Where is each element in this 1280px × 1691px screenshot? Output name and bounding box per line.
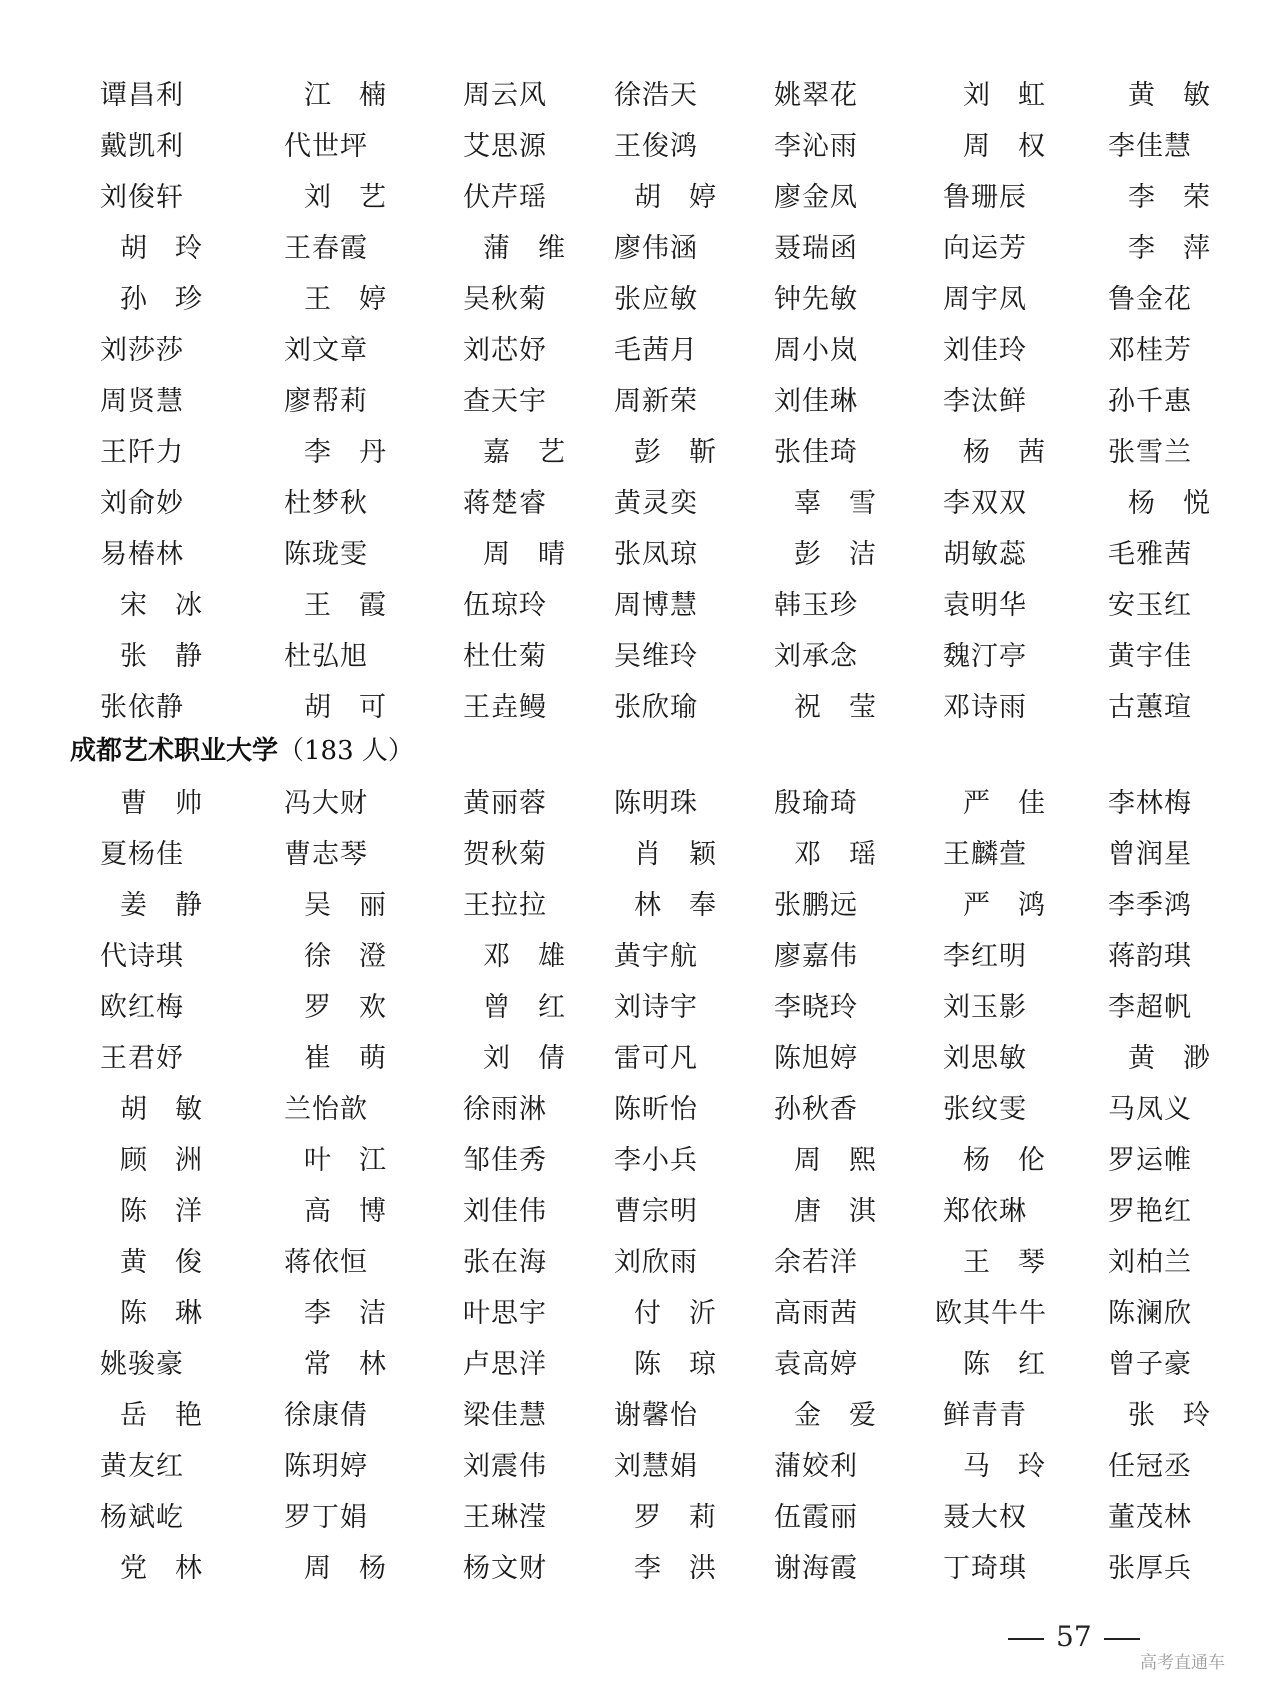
- name-cell: 罗欢: [304, 992, 414, 1023]
- name-row: [0, 580, 1280, 631]
- name-row: [0, 1543, 1280, 1594]
- name-cell: 李季鸿: [1108, 890, 1192, 921]
- name-cell: 李佳慧: [1108, 131, 1192, 162]
- name-row: [0, 325, 1280, 376]
- name-cell: 黄渺: [1128, 1043, 1238, 1074]
- name-cell: 黄宇佳: [1108, 641, 1192, 672]
- name-cell: 曾子豪: [1108, 1349, 1192, 1380]
- name-cell: 伍琼玲: [463, 590, 547, 621]
- name-cell: 李沁雨: [774, 131, 858, 162]
- name-cell: 夏杨佳: [100, 839, 184, 870]
- name-row: [0, 172, 1280, 223]
- name-cell: 徐浩天: [614, 80, 698, 111]
- name-cell: 曹志琴: [284, 839, 368, 870]
- name-row: [0, 982, 1280, 1033]
- name-cell: 陈珑雯: [284, 539, 368, 570]
- name-cell: 胡可: [304, 692, 414, 723]
- name-cell: 徐雨淋: [463, 1094, 547, 1125]
- name-list-chengdu-arts: [0, 778, 1280, 1594]
- name-cell: 张鹏远: [774, 890, 858, 921]
- name-cell: 王麟萱: [943, 839, 1027, 870]
- name-cell: 陈琳: [120, 1298, 230, 1329]
- name-cell: 马玲: [963, 1451, 1073, 1482]
- name-cell: 刘玉影: [943, 992, 1027, 1023]
- name-cell: 刘承念: [774, 641, 858, 672]
- name-cell: 彭洁: [794, 539, 904, 570]
- name-cell: 冯大财: [284, 788, 368, 819]
- name-row: [0, 931, 1280, 982]
- dash-right: [1104, 1638, 1140, 1640]
- name-cell: 古蕙瑄: [1108, 692, 1192, 723]
- name-row: [0, 274, 1280, 325]
- page-number: [996, 1620, 1152, 1653]
- name-cell: 吴秋菊: [463, 284, 547, 315]
- name-cell: 伏芹瑶: [463, 182, 547, 213]
- name-cell: 叶江: [304, 1145, 414, 1176]
- name-cell: 刘俞妙: [100, 488, 184, 519]
- name-cell: 崔萌: [304, 1043, 414, 1074]
- name-row: [0, 1033, 1280, 1084]
- name-cell: 徐澄: [304, 941, 414, 972]
- name-row: [0, 529, 1280, 580]
- name-cell: 黄丽蓉: [463, 788, 547, 819]
- name-cell: 丁琦琪: [943, 1553, 1027, 1584]
- name-cell: 曹帅: [120, 788, 230, 819]
- name-row: [0, 427, 1280, 478]
- name-row: [0, 1288, 1280, 1339]
- name-cell: 代诗琪: [100, 941, 184, 972]
- name-cell: 张玲: [1128, 1400, 1238, 1431]
- name-cell: 袁明华: [943, 590, 1027, 621]
- name-cell: 李萍: [1128, 233, 1238, 264]
- name-cell: 罗艳红: [1108, 1196, 1192, 1227]
- name-cell: 姚翠花: [774, 80, 858, 111]
- name-cell: 刘震伟: [463, 1451, 547, 1482]
- name-cell: 彭靳: [634, 437, 744, 468]
- name-cell: 向运芳: [943, 233, 1027, 264]
- name-cell: 吴丽: [304, 890, 414, 921]
- name-cell: 魏汀亭: [943, 641, 1027, 672]
- name-cell: 陈昕怡: [614, 1094, 698, 1125]
- name-cell: 卢思洋: [463, 1349, 547, 1380]
- name-cell: 韩玉珍: [774, 590, 858, 621]
- name-cell: 毛茜月: [614, 335, 698, 366]
- name-cell: 高博: [304, 1196, 414, 1227]
- name-cell: 刘俊轩: [100, 182, 184, 213]
- name-cell: 刘文章: [284, 335, 368, 366]
- name-cell: 孙千惠: [1108, 386, 1192, 417]
- name-cell: 曾红: [483, 992, 593, 1023]
- watermark-text: 高考直通车: [1140, 1653, 1225, 1673]
- name-cell: 任冠丞: [1108, 1451, 1192, 1482]
- name-cell: 党林: [120, 1553, 230, 1584]
- name-cell: 周熙: [794, 1145, 904, 1176]
- name-cell: 查天宇: [463, 386, 547, 417]
- name-cell: 姜静: [120, 890, 230, 921]
- name-cell: 伍霞丽: [774, 1502, 858, 1533]
- name-cell: 蒋依恒: [284, 1247, 368, 1278]
- name-cell: 廖伟涵: [614, 233, 698, 264]
- name-cell: 周小岚: [774, 335, 858, 366]
- name-cell: 王琴: [963, 1247, 1073, 1278]
- name-cell: 孙珍: [120, 284, 230, 315]
- name-cell: 叶思宇: [463, 1298, 547, 1329]
- name-cell: 唐淇: [794, 1196, 904, 1227]
- section-heading: [70, 730, 414, 767]
- name-cell: 孙秋香: [774, 1094, 858, 1125]
- name-cell: 周权: [963, 131, 1073, 162]
- name-cell: 姚骏豪: [100, 1349, 184, 1380]
- name-cell: 邓诗雨: [943, 692, 1027, 723]
- name-cell: 钟先敏: [774, 284, 858, 315]
- name-cell: 蒋韵琪: [1108, 941, 1192, 972]
- name-cell: 胡婷: [634, 182, 744, 213]
- name-cell: 胡敏蕊: [943, 539, 1027, 570]
- name-row: [0, 631, 1280, 682]
- name-row: [0, 1339, 1280, 1390]
- name-cell: 张佳琦: [774, 437, 858, 468]
- name-cell: 王婷: [304, 284, 414, 315]
- name-cell: 刘佳伟: [463, 1196, 547, 1227]
- name-cell: 郑依琳: [943, 1196, 1027, 1227]
- name-cell: 宋冰: [120, 590, 230, 621]
- name-cell: 王春霞: [284, 233, 368, 264]
- name-cell: 张雪兰: [1108, 437, 1192, 468]
- name-row: [0, 121, 1280, 172]
- name-cell: 张厚兵: [1108, 1553, 1192, 1584]
- name-cell: 李洁: [304, 1298, 414, 1329]
- name-row: [0, 376, 1280, 427]
- name-row: [0, 1135, 1280, 1186]
- name-cell: 李汰鲜: [943, 386, 1027, 417]
- name-cell: 付沂: [634, 1298, 744, 1329]
- name-cell: 聂大权: [943, 1502, 1027, 1533]
- name-cell: 王琳滢: [463, 1502, 547, 1533]
- name-cell: 代世坪: [284, 131, 368, 162]
- name-cell: 黄友红: [100, 1451, 184, 1482]
- name-cell: 李红明: [943, 941, 1027, 972]
- name-cell: 严鸿: [963, 890, 1073, 921]
- name-row: [0, 1186, 1280, 1237]
- name-cell: 黄敏: [1128, 80, 1238, 111]
- name-cell: 陈明珠: [614, 788, 698, 819]
- name-cell: 张应敏: [614, 284, 698, 315]
- name-cell: 杨茜: [963, 437, 1073, 468]
- name-cell: 廖帮莉: [284, 386, 368, 417]
- section-count: （183 人）: [278, 736, 414, 766]
- name-row: [0, 829, 1280, 880]
- name-cell: 雷可凡: [614, 1043, 698, 1074]
- name-cell: 邓桂芳: [1108, 335, 1192, 366]
- name-cell: 周贤慧: [100, 386, 184, 417]
- name-cell: 金爱: [794, 1400, 904, 1431]
- name-cell: 徐康倩: [284, 1400, 368, 1431]
- name-cell: 廖嘉伟: [774, 941, 858, 972]
- name-cell: 周杨: [304, 1553, 414, 1584]
- name-cell: 杨文财: [463, 1553, 547, 1584]
- name-cell: 李小兵: [614, 1145, 698, 1176]
- name-cell: 刘莎莎: [100, 335, 184, 366]
- name-cell: 张凤琼: [614, 539, 698, 570]
- name-cell: 李林梅: [1108, 788, 1192, 819]
- name-cell: 高雨茜: [774, 1298, 858, 1329]
- name-cell: 鲜青青: [943, 1400, 1027, 1431]
- name-cell: 王阡力: [100, 437, 184, 468]
- name-row: [0, 1492, 1280, 1543]
- name-cell: 王君妤: [100, 1043, 184, 1074]
- name-cell: 毛雅茜: [1108, 539, 1192, 570]
- name-cell: 王霞: [304, 590, 414, 621]
- name-cell: 李丹: [304, 437, 414, 468]
- name-cell: 顾洲: [120, 1145, 230, 1176]
- name-cell: 周云风: [463, 80, 547, 111]
- name-cell: 董茂林: [1108, 1502, 1192, 1533]
- name-row: [0, 1084, 1280, 1135]
- name-cell: 祝莹: [794, 692, 904, 723]
- name-cell: 陈澜欣: [1108, 1298, 1192, 1329]
- name-cell: 贺秋菊: [463, 839, 547, 870]
- name-cell: 严佳: [963, 788, 1073, 819]
- name-cell: 殷瑜琦: [774, 788, 858, 819]
- name-cell: 刘诗宇: [614, 992, 698, 1023]
- name-row: [0, 880, 1280, 931]
- name-row: [0, 1441, 1280, 1492]
- name-cell: 陈洋: [120, 1196, 230, 1227]
- name-cell: 聂瑞函: [774, 233, 858, 264]
- dash-left: [1008, 1638, 1044, 1640]
- name-cell: 陈旭婷: [774, 1043, 858, 1074]
- name-cell: 罗运帷: [1108, 1145, 1192, 1176]
- name-cell: 吴维玲: [614, 641, 698, 672]
- name-cell: 罗丁娟: [284, 1502, 368, 1533]
- name-cell: 刘倩: [483, 1043, 593, 1074]
- name-cell: 周新荣: [614, 386, 698, 417]
- name-cell: 杜弘旭: [284, 641, 368, 672]
- name-cell: 嘉艺: [483, 437, 593, 468]
- name-cell: 谢馨怡: [614, 1400, 698, 1431]
- name-cell: 邹佳秀: [463, 1145, 547, 1176]
- name-cell: 辜雪: [794, 488, 904, 519]
- name-cell: 王拉拉: [463, 890, 547, 921]
- name-cell: 曾润星: [1108, 839, 1192, 870]
- name-cell: 艾思源: [463, 131, 547, 162]
- name-cell: 杜梦秋: [284, 488, 368, 519]
- name-cell: 周晴: [483, 539, 593, 570]
- name-cell: 鲁珊辰: [943, 182, 1027, 213]
- name-cell: 杨斌屹: [100, 1502, 184, 1533]
- page-number-text: 57: [1056, 1620, 1092, 1653]
- name-cell: 肖颖: [634, 839, 744, 870]
- name-row: [0, 1237, 1280, 1288]
- name-cell: 黄宇航: [614, 941, 698, 972]
- name-cell: 欧其牛牛: [935, 1298, 1047, 1329]
- name-cell: 刘慧娟: [614, 1451, 698, 1482]
- name-row: [0, 478, 1280, 529]
- name-row: [0, 70, 1280, 121]
- name-cell: 张静: [120, 641, 230, 672]
- name-cell: 李荣: [1128, 182, 1238, 213]
- name-cell: 刘佳琳: [774, 386, 858, 417]
- name-cell: 谢海霞: [774, 1553, 858, 1584]
- name-cell: 邓雄: [483, 941, 593, 972]
- name-cell: 常林: [304, 1349, 414, 1380]
- name-cell: 蒲姣利: [774, 1451, 858, 1482]
- name-cell: 李晓玲: [774, 992, 858, 1023]
- name-cell: 廖金凤: [774, 182, 858, 213]
- name-row: [0, 778, 1280, 829]
- name-row: [0, 1390, 1280, 1441]
- name-cell: 余若洋: [774, 1247, 858, 1278]
- name-cell: 周博慧: [614, 590, 698, 621]
- name-cell: 张纹雯: [943, 1094, 1027, 1125]
- name-cell: 胡敏: [120, 1094, 230, 1125]
- name-cell: 刘佳玲: [943, 335, 1027, 366]
- name-cell: 刘虹: [963, 80, 1073, 111]
- name-cell: 曹宗明: [614, 1196, 698, 1227]
- name-cell: 黄灵奕: [614, 488, 698, 519]
- name-cell: 李洪: [634, 1553, 744, 1584]
- name-cell: 邓瑶: [794, 839, 904, 870]
- name-cell: 杨悦: [1128, 488, 1238, 519]
- name-row: [0, 682, 1280, 733]
- name-cell: 胡玲: [120, 233, 230, 264]
- name-cell: 谭昌利: [100, 80, 184, 111]
- name-cell: 杜仕菊: [463, 641, 547, 672]
- name-cell: 林奉: [634, 890, 744, 921]
- name-list-continued: [0, 70, 1280, 733]
- name-cell: 陈红: [963, 1349, 1073, 1380]
- name-cell: 袁高婷: [774, 1349, 858, 1380]
- name-cell: 易椿林: [100, 539, 184, 570]
- name-cell: 刘思敏: [943, 1043, 1027, 1074]
- name-cell: 李双双: [943, 488, 1027, 519]
- name-cell: 陈琼: [634, 1349, 744, 1380]
- section-title: 成都艺术职业大学: [70, 736, 279, 766]
- name-cell: 杨伦: [963, 1145, 1073, 1176]
- name-cell: 鲁金花: [1108, 284, 1192, 315]
- name-cell: 江楠: [304, 80, 414, 111]
- name-cell: 刘欣雨: [614, 1247, 698, 1278]
- name-cell: 梁佳慧: [463, 1400, 547, 1431]
- name-cell: 张依静: [100, 692, 184, 723]
- name-cell: 刘艺: [304, 182, 414, 213]
- name-row: [0, 223, 1280, 274]
- name-cell: 蒲维: [483, 233, 593, 264]
- name-cell: 刘柏兰: [1108, 1247, 1192, 1278]
- name-cell: 黄俊: [120, 1247, 230, 1278]
- name-cell: 马凤义: [1108, 1094, 1192, 1125]
- name-cell: 安玉红: [1108, 590, 1192, 621]
- name-cell: 欧红梅: [100, 992, 184, 1023]
- name-cell: 李超帆: [1108, 992, 1192, 1023]
- name-cell: 戴凯利: [100, 131, 184, 162]
- name-cell: 张在海: [463, 1247, 547, 1278]
- name-cell: 陈玥婷: [284, 1451, 368, 1482]
- name-cell: 张欣瑜: [614, 692, 698, 723]
- name-cell: 王俊鸿: [614, 131, 698, 162]
- name-cell: 兰怡歆: [284, 1094, 368, 1125]
- name-cell: 岳艳: [120, 1400, 230, 1431]
- name-cell: 周宇凤: [943, 284, 1027, 315]
- name-cell: 罗莉: [634, 1502, 744, 1533]
- name-cell: 刘芯妤: [463, 335, 547, 366]
- name-cell: 蒋楚睿: [463, 488, 547, 519]
- name-cell: 王垚鳗: [463, 692, 547, 723]
